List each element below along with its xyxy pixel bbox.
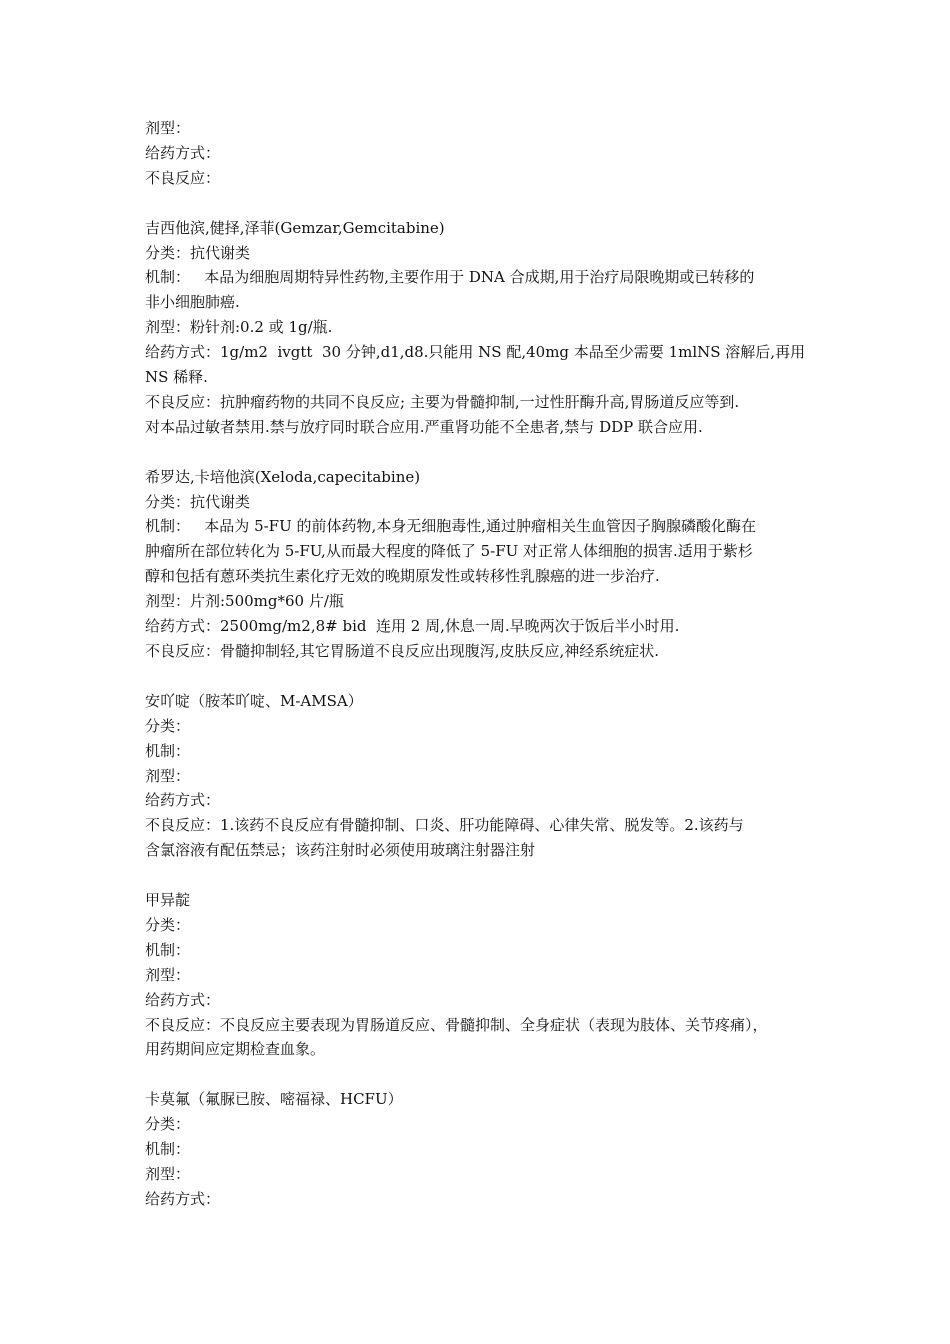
section-spacer	[145, 1062, 810, 1087]
category-line: 分类：	[145, 716, 191, 735]
administration-line: 给药方式：	[145, 1189, 221, 1208]
category-line: 分类：抗代谢类	[145, 492, 251, 511]
mechanism-line: 机制：	[145, 741, 191, 760]
section-carmofur	[145, 1087, 810, 1212]
section-spacer	[145, 191, 810, 216]
administration-line: 给药方式：2500mg/m2,8# bid 连用 2 周,休息一周.早晚两次于饭后半小时用.	[145, 617, 680, 636]
administration-line: 给药方式：	[145, 791, 221, 810]
adverse-reaction-line-cont: 含氯溶液有配伍禁忌；该药注射时必须使用玻璃注射器注射	[145, 841, 536, 860]
mechanism-line: 机制：	[145, 1140, 191, 1159]
category-line: 分类：	[145, 1115, 191, 1134]
section-unnamed-drug-tail	[145, 116, 810, 191]
mechanism-line-cont: 肿瘤所在部位转化为 5-FU,从而最大程度的降低了 5-FU 对正常人体细胞的损害.适用于紫杉	[145, 542, 753, 561]
dosage-form-line: 剂型：粉针剂:0.2 或 1g/瓶.	[145, 318, 333, 337]
dosage-form-line: 剂型：	[145, 965, 191, 984]
section-gemcitabine	[145, 216, 810, 440]
section-spacer	[145, 664, 810, 689]
drug-title: 希罗达,卡培他滨(Xeloda,capecitabine)	[145, 467, 421, 486]
administration-line: 给药方式：	[145, 990, 221, 1009]
dosage-form-line: 剂型：	[145, 1164, 191, 1183]
adverse-reaction-line: 不良反应：	[145, 168, 221, 187]
administration-line-cont: NS 稀释.	[145, 368, 208, 387]
adverse-reaction-line: 不良反应：1.该药不良反应有骨髓抑制、口炎、肝功能障碍、心律失常、脱发等。2.该药与	[145, 816, 744, 835]
adverse-reaction-line-cont: 用药期间应定期检查血象。	[145, 1040, 326, 1059]
administration-line: 给药方式：1g/m2 ivgtt 30 分钟,d1,d8.只能用 NS 配,40mg 本品至少需要 1mlNS 溶解后,再用	[145, 343, 806, 362]
mechanism-line: 机制： 本品为 5-FU 的前体药物,本身无细胞毒性,通过肿瘤相关生血管因子胸腺磷酸化酶在	[145, 517, 757, 536]
section-capecitabine	[145, 465, 810, 664]
drug-title: 甲异靛	[145, 891, 191, 910]
mechanism-line-cont: 醇和包括有蒽环类抗生素化疗无效的晚期原发性或转移性乳腺癌的进一步治疗.	[145, 567, 660, 586]
adverse-reaction-line: 不良反应：骨髓抑制轻,其它胃肠道不良反应出现腹泻,皮肤反应,神经系统症状.	[145, 642, 660, 660]
mechanism-line: 机制：	[145, 940, 191, 959]
mechanism-line-cont: 非小细胞肺癌.	[145, 293, 240, 312]
administration-line: 给药方式：	[145, 143, 221, 162]
category-line: 分类：抗代谢类	[145, 243, 251, 262]
adverse-reaction-line: 不良反应：不良反应主要表现为胃肠道反应、骨髓抑制、全身症状（表现为肢体、关节疼痛），	[145, 1015, 768, 1034]
adverse-reaction-line: 不良反应：抗肿瘤药物的共同不良反应; 主要为骨髓抑制,一过性肝酶升高,胃肠道反应等到.	[145, 392, 740, 411]
document-page	[145, 116, 810, 1212]
drug-title: 卡莫氟（氟脲已胺、嘧福禄、HCFU）	[145, 1090, 403, 1109]
section-meisoindigo	[145, 888, 810, 1062]
adverse-reaction-line-cont: 对本品过敏者禁用.禁与放疗同时联合应用.严重肾功能不全患者,禁与 DDP 联合应用.	[145, 417, 703, 436]
drug-title: 安吖啶（胺苯吖啶、M-AMSA）	[145, 691, 363, 710]
dosage-form-line: 剂型：	[145, 766, 191, 785]
mechanism-line: 机制： 本品为细胞周期特异性药物,主要作用于 DNA 合成期,用于治疗局限晚期或已转移的	[145, 268, 755, 287]
section-spacer	[145, 440, 810, 465]
section-amsacrine	[145, 689, 810, 863]
dosage-form-line: 剂型：	[145, 119, 191, 137]
section-spacer	[145, 863, 810, 888]
dosage-form-line: 剂型：片剂:500mg*60 片/瓶	[145, 592, 344, 611]
category-line: 分类：	[145, 915, 191, 934]
drug-title: 吉西他滨,健择,泽菲(Gemzar,Gemcitabine)	[145, 218, 445, 237]
